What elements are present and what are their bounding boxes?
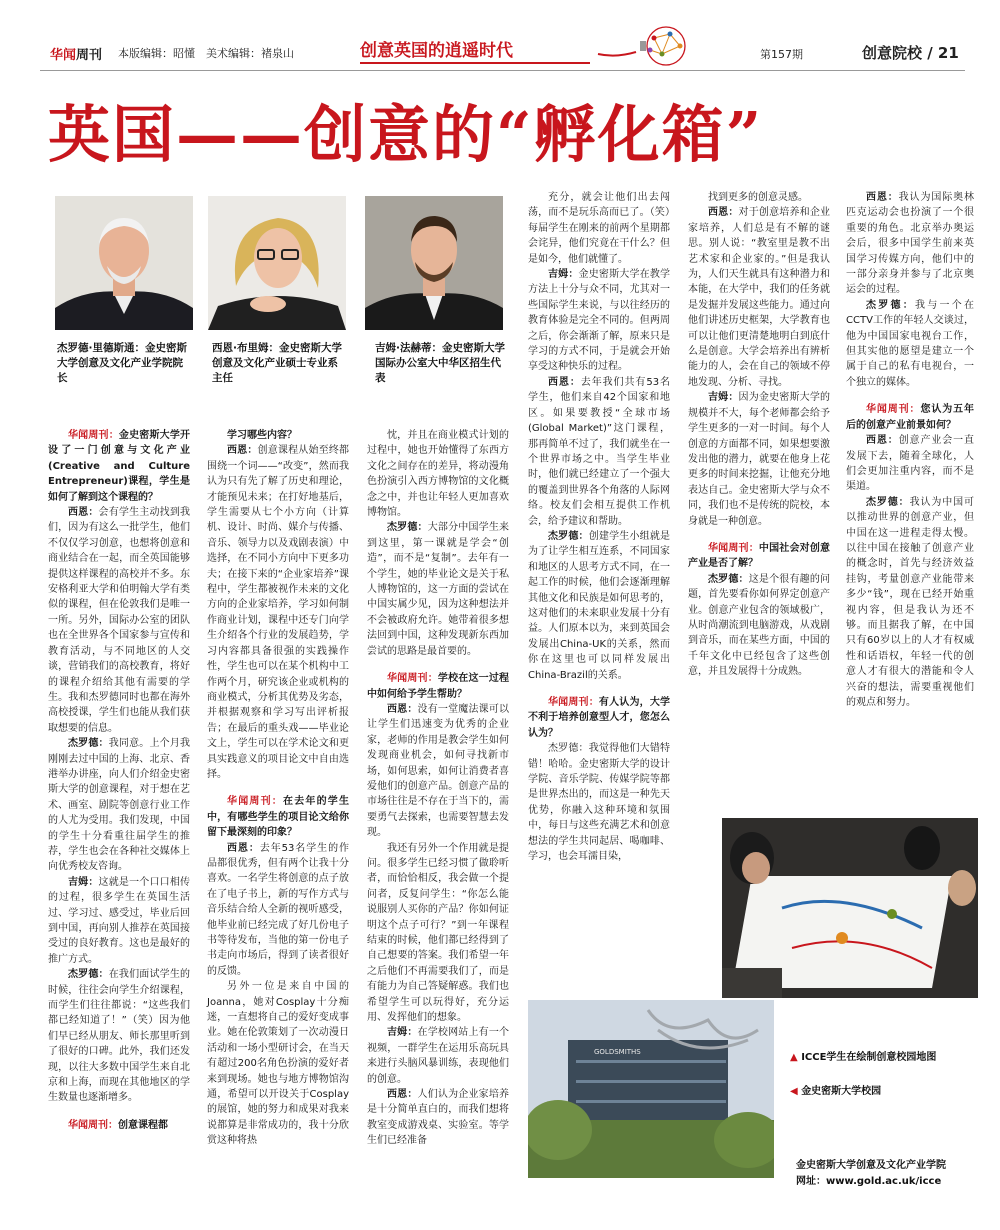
answer-text: 这就是一个口口相传的过程，很多学生在英国生活过、学习过、感受过，毕业后回到中国，再向别人推荐在英国接受过的良好教育。这也是最好的推广方式。 — [48, 876, 191, 965]
interviewer-label: 华闻周刊： — [548, 697, 599, 708]
answer-paragraph — [367, 1025, 509, 1087]
speaker-label: 西恩： — [387, 703, 418, 715]
interviewer-question — [846, 402, 974, 433]
answer-paragraph — [688, 572, 830, 680]
speaker-label: 西恩： — [227, 445, 258, 457]
article-column-6 — [846, 190, 974, 710]
interviewer-question — [48, 1118, 190, 1133]
answer-text: 创意课程从始至终都围绕一个词——“改变”，然而我认为只有先了解了历史和理论，才能预见未来；在打好地基后，学生需要从七个小方向（计算机、设计、时尚、媒介与传播、音乐、领导力以及戏剧表演）中选择，在不同小方向中下更多功夫；在接下来的“企业家培养”课程中，学生都被视作未来的文化方向的企业家培养，学习如何制作商业计划，课程中还专门向学生介绍各个行业的发展趋势，学习内容都具备很强的实践操作性，学生也可以在某个机构中工作两个月，研究该企业或机构的商业模式，分析其优势及劣态，并根据观察和学习写出评析报告；在最后的重头戏——毕业论文上，学生可以在学术论文和更具实践意义的项目论文中自由选择。 — [207, 445, 350, 780]
speaker-label: 吉姆： — [68, 876, 99, 888]
answer-paragraph — [688, 205, 830, 390]
question-text: 中国社会对创意产业是否了解？ — [688, 542, 831, 570]
interviewer-question — [48, 428, 190, 505]
answer-paragraph — [48, 505, 190, 736]
speaker-label: 杰罗德： — [708, 573, 749, 585]
speaker-label: 吉姆： — [708, 392, 739, 404]
answer-text: 充分，就会让他们出去闯荡，而不是玩乐高而已了。（笑）每届学生在刚来的前两个星期都会诧异，他们究竟在干什么？但是如今，他们就懂了。 — [528, 192, 670, 265]
answer-text: 在学校网站上有一个视频，一群学生在运用乐高玩具来进行头脑风暴训练，表现他们的创意。 — [367, 1027, 510, 1085]
answer-paragraph — [207, 979, 349, 1148]
answer-text: 我认为国际奥林匹克运动会也扮演了一个很重要的角色。北京举办奥运会后，很多中国学生前来英国学习传媒方向，他们中的一部分亲身并参与了北京奥运会的过程。 — [846, 192, 975, 296]
question-text: 有人认为，大学不利于培养创意型人才，您怎么认为？ — [528, 697, 671, 739]
school-website: 网址：www.gold.ac.uk/icce — [796, 1176, 942, 1187]
portrait-photo-sian — [208, 196, 346, 330]
answer-text: 另外一位是来自中国的Joanna，她对Cosplay十分痴迷，一直想将自己的爱好变成事业。她在伦敦策划了一次动漫日活动和一场小型研讨会，在当天有超过200名角色扮演的爱好者来到现场。她也与地方博物馆沟通，希望可以开设关于Cosplay的展馆，她的努力和成果对我来说都算是非常成功的，我十分欣赏这种将热 — [207, 981, 349, 1147]
answer-paragraph — [846, 298, 974, 390]
answer-paragraph — [528, 529, 670, 683]
answer-paragraph — [367, 520, 509, 659]
header-divider — [40, 70, 965, 71]
page-header — [0, 0, 1000, 92]
brand-red-text: 华闻 — [50, 48, 77, 63]
answer-text: 没有一堂魔法课可以让学生们迅速变为优秀的企业家，老师的作用是教会学生如何发现商业机会，如何寻找新市场，如何思索，如何让消费者喜爱他们的创意产品。创意产品的市场往往是不存在于当下的，需要勇气去探索，也需要智慧去发现。 — [367, 703, 510, 839]
answer-paragraph — [367, 428, 509, 520]
answer-text: 去年我们共有53名学生，他们来自42个国家和地区。如果要教授“全球市场(Global Market)”这门课程，那再简单不过了，我们就坐在一个世界市场之中。当学生毕业时，他们就已经建立了一个强大的覆盖到世界各个角落的人际网络。校友们会相互提供工作机会，给予建议和帮助。 — [528, 376, 670, 527]
question-text: 您认为五年后的创意产业前景如何？ — [846, 404, 975, 431]
caption-jim: 吉姆·法赫蒂：金史密斯大学国际办公室大中华区招生代表 — [375, 342, 505, 384]
lightbulb-network-icon — [596, 24, 696, 70]
campus-building-image — [528, 1000, 774, 1178]
photo-legend-2 — [790, 1082, 881, 1097]
answer-text: 人们认为企业家培养是十分简单直白的，而我们想将教室变成游戏桌、实验室。等学生们已经准备 — [367, 1089, 510, 1147]
photo-legend-1 — [790, 1048, 936, 1063]
answer-text: 忱，并且在商业模式计划的过程中，她也开始懂得了东西方文化之间存在的差异，将动漫角色扮演引入西方博物馆的文化概念之中，并也让年轻人更加喜欢博物馆。 — [367, 430, 509, 519]
answer-text: 这是个很有趣的问题，首先要看你如何界定创意产业。创意产业包含的领域极广，从时尚潮流到电脑游戏，从戏剧到音乐，而在某些方面，中国的千年文化中已经包含了这些创意，并且发展得十分成熟。 — [688, 573, 831, 678]
answer-text: 我同意。上个月我刚刚去过中国的上海、北京、香港举办讲座，向人们介绍金史密斯大学的创意课程，对于想在艺术、画室、剧院等创意行业工作的人尤为受用。我们发现，中国的学生十分看重往届学生的推荐，学生也会在各种社交媒体上向优秀校友咨询。 — [48, 738, 191, 873]
answer-paragraph — [207, 443, 349, 782]
caption-gerald: 杰罗德·里德斯通：金史密斯大学创意及文化产业学院院长 — [57, 342, 187, 384]
young-man-portrait-icon — [365, 196, 503, 330]
photo-legend-2-text: 金史密斯大学校园 — [801, 1086, 882, 1097]
speaker-label: 西恩： — [866, 435, 899, 447]
answer-paragraph — [48, 736, 190, 875]
speaker-label: 西恩： — [387, 1089, 418, 1101]
interviewer-question — [207, 794, 349, 840]
portrait-photo-gerald — [55, 196, 193, 330]
answer-text: 对于创意培养和企业家培养，人们总是有不解的谜思。别人说：“教室里是教不出艺术家和企业家的。”但是我认为，人们天生就具有这种潜力和本能，在大学中，我们的任务就是发掘并发展这些能力。通过向他们讲述历史框架，大学教育也可以让他们更清楚地明白到底什么是创意。大学会培养出有辨析能力的人，会在自己的领域不停地发现、分析、寻找。 — [688, 207, 831, 388]
answer-text: 去年53名学生的作品都很优秀，但有两个让我十分喜欢。一名学生将创意的点子放在了电子书上，新的写作方式与音乐结合给人全新的视听感受，他毕业前已经完成了好几份电子书等待发布，当他的第一份电子书走向市场后，得到了读者很好的反馈。 — [207, 842, 349, 977]
answer-text: 创建学生小组就是为了让学生相互连系，不同国家和地区的人思考方式不同，在一起工作的时候，他们会逐渐理解其他文化和民族是如何思考的，这对他们的未来职业发展十分有益。人们原本以为，来到英国会发展出China-UK的关系，然而你在这里也可以同样发展出China-Brazil的关系。 — [528, 530, 671, 681]
speaker-label: 西恩： — [68, 507, 99, 519]
triangle-up-icon: ▲ — [790, 1052, 798, 1063]
article-title: 英国——创意的“孵化箱” — [48, 98, 764, 171]
interviewer-question — [207, 428, 349, 443]
article-column-4 — [528, 190, 670, 864]
speaker-label: 西恩： — [708, 207, 739, 219]
answer-paragraph — [688, 190, 830, 205]
caption-sian: 西恩·布里姆：金史密斯大学创意及文化产业硕士专业系主任 — [212, 342, 342, 384]
question-text: 学习哪些内容？ — [227, 430, 297, 441]
answer-text: 在我们面试学生的时候，往往会向学生介绍课程，而学生们往往都说：“这些我们都已经知道了！”（笑）因为他们早已经从朋友、师长那里听到了很好的口碑。此外，我们还发现，以往大多数中国学生来自北京和上海，而现在其他地区的学生数量也逐渐增多。 — [48, 969, 191, 1104]
interviewer-label: 华闻周刊： — [227, 796, 283, 808]
building-sign-text: GOLDSMITHS — [594, 1048, 641, 1056]
answer-paragraph — [367, 841, 509, 1026]
answer-paragraph — [528, 741, 670, 864]
speaker-label: 吉姆： — [387, 1027, 418, 1039]
speaker-label: 西恩： — [227, 842, 260, 854]
answer-paragraph — [846, 190, 974, 298]
answer-text: 我还有另外一个作用就是提问。很多学生已经习惯了做聆听者，而恰恰相反，我会做一个提问者，反复问学生：“你怎么能说服别人买你的产品？你如何证明这个点子可行？”到一年课程结束的时候，他们都已经得到了自己想要的答案。我们希望一年之后他们不再需要我们了，而是有能力为自己答疑解惑。我们也希望学生可以玩得好，充分运用、发挥他们的想象。 — [367, 842, 509, 1024]
interviewer-question — [688, 541, 830, 572]
answer-text: 金史密斯大学在教学方法上十分与众不同，尤其对一些国际学生来说，与以往经历的教育体验是完全不同的。但两周之后，你会渐渐了解，原来只是学习的方式不同，于是就会开始享受这种快乐的过程。 — [528, 269, 671, 373]
speaker-label: 西恩： — [866, 192, 899, 203]
question-text: 金史密斯大学开设了一门创意与文化产业(Creative and Culture Entrepreneur)课程，学生是如何了解到这个课程的？ — [48, 430, 191, 503]
article-column-5 — [688, 190, 830, 680]
classroom-scene-image — [722, 818, 978, 998]
answer-paragraph — [846, 433, 974, 495]
goldsmiths-campus-photo — [528, 1000, 774, 1178]
answer-text: 我与一个在CCTV工作的年轻人交谈过，他为中国国家电视台工作，但其实他的愿望是建立一个属于自己的私有电视台，一个独立的媒体。 — [846, 299, 974, 388]
answer-paragraph — [528, 190, 670, 267]
answer-text: 杰罗德：我觉得他们大错特错！哈哈。金史密斯大学的设计学院、音乐学院、传媒学院等都是世界杰出的，而这是一种先天优势，你融入这种环境和氛围中，每日与这些充满艺术和创意想法的学生共同起居、喝咖啡、学习，也会耳濡目染， — [528, 743, 670, 863]
portrait-photo-jim — [365, 196, 503, 330]
answer-text: 大部分中国学生来到这里，第一课就是学会“创造”，而不是“复制”。去年有一个学生，她的毕业论文是关于私人博物馆的，这一方面的尝试在中国实属少见，因为这种想法并不会被政府允许。她带着很多想法回到中国，这种发现新东西加尝试的思路是最首要的。 — [367, 522, 510, 657]
answer-text: 会有学生主动找到我们，因为有这么一批学生，他们不仅仅学习创意，也想将创意和商业结合在一起，而全英国能够提供这样课程的高校并不多。东安格利亚大学和伯明翰大学有类似的课程，但在伦敦我们是唯一一所。另外，国际办公室的团队也在全世界各个国家参与宣传和教育活动，与不同地区的人交谈，营销我们的高校教育，将好的课程介绍给其他有需要的学生。我和杰罗德同时也都在海外高校授课，学生们也能从我们获取想要的信息。 — [48, 507, 191, 734]
article-column-3 — [367, 428, 509, 1149]
speaker-label: 西恩： — [548, 376, 581, 388]
speaker-label: 吉姆： — [548, 269, 579, 281]
issue-number: 第157期 — [760, 48, 803, 61]
interviewer-label: 华闻周刊： — [866, 404, 921, 416]
question-text: 学校在这一过程中如何给予学生帮助？ — [367, 673, 510, 700]
man-portrait-icon — [55, 196, 193, 330]
interviewer-label: 华闻周刊： — [708, 542, 759, 554]
speaker-label: 杰罗德： — [68, 738, 109, 750]
interviewer-label: 华闻周刊： — [68, 430, 119, 441]
answer-paragraph — [367, 702, 509, 841]
speaker-label: 杰罗德： — [866, 299, 915, 311]
answer-paragraph — [48, 967, 190, 1106]
interviewer-label: 华闻周刊： — [387, 673, 438, 685]
series-banner-text: 创意英国的逍遥时代 — [360, 41, 513, 61]
interviewer-label: 华闻周刊： — [68, 1119, 118, 1131]
answer-text: 找到更多的创意灵感。 — [708, 192, 808, 203]
answer-paragraph — [528, 375, 670, 529]
woman-portrait-icon — [208, 196, 346, 330]
answer-paragraph — [528, 267, 670, 375]
answer-text: 创意产业会一直发展下去，随着全球化，人们会更加注重内容，而不是渠道。 — [846, 435, 975, 493]
section-page-label: 创意院校 / 21 — [862, 44, 959, 62]
interviewer-question — [367, 671, 509, 702]
speaker-label: 杰罗德： — [866, 496, 910, 508]
triangle-left-icon: ◀ — [790, 1086, 798, 1097]
question-text: 创意课程都 — [118, 1119, 168, 1131]
answer-text: 因为金史密斯大学的规模并不大，每个老师都会给予学生更多的一对一时间。每个人创意的方面都不同，如果想要激发出他的潜力，就要在他身上花更多的时间来挖掘，让他充分地表达自己。金史密斯大学与众不同，我们也不是传统的院校，本身就是一种创意。 — [688, 392, 831, 527]
answer-paragraph — [846, 495, 974, 711]
interviewer-question — [528, 695, 670, 741]
students-drawing-map-photo — [722, 818, 978, 998]
series-banner — [360, 36, 590, 64]
answer-paragraph — [207, 841, 349, 980]
speaker-label: 杰罗德： — [68, 969, 109, 981]
photo-legend-1-text: ICCE学生在绘制创意校园地图 — [801, 1052, 937, 1063]
speaker-label: 杰罗德： — [548, 530, 589, 542]
brand-black-text: 周刊 — [76, 48, 103, 63]
question-text: 在去年的学生中，有哪些学生的项目论文给你留下最深刻的印象？ — [207, 796, 349, 839]
publication-logo — [50, 44, 102, 63]
school-credit-name: 金史密斯大学创意及文化产业学院 — [796, 1160, 946, 1171]
editors-credit: 本版编辑：昭懂 美术编辑：褚泉山 — [118, 47, 294, 60]
answer-text: 我认为中国可以推动世界的创意产业，但中国在这一进程走得太慢。以往中国在接触了创意产业的概念时，首先与经济效益挂钩，考量创意产业能带来多少“钱”，现在已经开始重视内容，但是我认为还不够。而且据我了解，在中国只有60岁以上的人才有权威性和话语权，年轻一代的创意人才有很大的潜能和令人兴奋的想法，需要重视他们的观点和努力。 — [846, 496, 975, 708]
answer-paragraph — [688, 390, 830, 529]
speaker-label: 杰罗德： — [387, 522, 428, 534]
article-column-2 — [207, 428, 349, 1149]
answer-paragraph — [48, 875, 190, 967]
answer-paragraph — [367, 1087, 509, 1149]
article-column-1 — [48, 428, 190, 1133]
